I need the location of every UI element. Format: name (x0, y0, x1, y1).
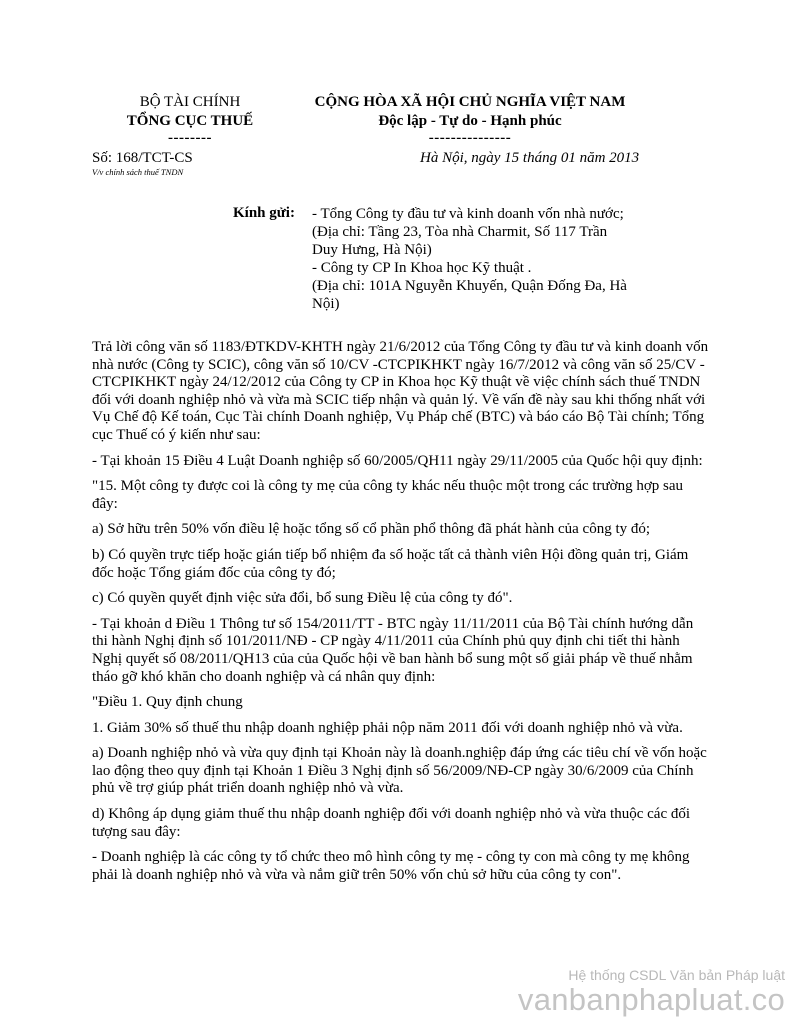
recipients-label: Kính gửi: (233, 205, 295, 221)
recipient-line: - Tổng Công ty đầu tư và kinh doanh vốn nhà nước; (312, 206, 624, 222)
watermark-caption: Hệ thống CSDL Văn bản Pháp luật (568, 967, 785, 983)
right-separator: --------------- (428, 130, 512, 146)
watermark-site-name: vanbanphapluat.co (517, 982, 785, 1017)
country-name: CỘNG HÒA XÃ HỘI CHỦ NGHĨA VIỆT NAM (314, 94, 626, 110)
body-paragraph: "15. Một công ty được coi là công ty mẹ của công ty khác nếu thuộc một trong các trường hợp sau đây: (92, 478, 684, 512)
document-number: Số: 168/TCT-CS (92, 150, 193, 166)
body-paragraph: Trả lời công văn số 1183/ĐTKDV-KHTH ngày 21/6/2012 của Tổng Công ty đầu tư và kinh doanh vốn nhà nước (Công ty SCIC), công văn số 10/CV -CTCPIKHKT ngày 16/7/2012 và công văn số 25/CV - CTCPIKHKT ngày 24/12/2012 của Công ty CP in Khoa học Kỹ thuật về việc chính sách thuế TNDN đối với doanh nghiệp nhỏ và vừa mà SCIC tiếp nhận và quản lý. Về vấn đề này sau khi thống nhất với Vụ Chế độ Kế toán, Cục Tài chính Doanh nghiệp, Vụ Pháp chế (BTC) và báo cáo Bộ Tài chính; Tổng cục Thuế có ý kiến như sau: (92, 339, 709, 443)
body-paragraph: a) Sở hữu trên 50% vốn điều lệ hoặc tổng số cổ phần phổ thông đã phát hành của công ty đó; (92, 521, 651, 538)
body-paragraph: "Điều 1. Quy định chung (92, 694, 243, 711)
recipient-line: Duy Hưng, Hà Nội) (312, 242, 432, 258)
body-paragraph: d) Không áp dụng giảm thuế thu nhập doanh nghiệp đối với doanh nghiệp nhỏ và vừa thuộc các đối tượng sau đây: (92, 806, 691, 840)
document-subject: V/v chính sách thuế TNDN (92, 167, 184, 177)
body-paragraph: - Tại khoản d Điều 1 Thông tư số 154/2011/TT - BTC ngày 11/11/2011 của Bộ Tài chính hướng dẫn thi hành Nghị định số 101/2011/NĐ - CP ngày 4/11/2011 của Chính phủ quy định chi tiết thi hành Nghị quyết số 08/2011/QH13 của của Quốc hội về ban hành bổ sung một số giải pháp về thuế nhằm tháo gỡ khó khăn cho doanh nghiệp và cá nhân quy định: (92, 615, 694, 685)
body-paragraph: 1. Giảm 30% số thuế thu nhập doanh nghiệp phải nộp năm 2011 đối với doanh nghiệp nhỏ và vừa. (92, 719, 683, 736)
place-and-date: Hà Nội, ngày 15 tháng 01 năm 2013 (420, 150, 640, 166)
body-paragraph: b) Có quyền trực tiếp hoặc gián tiếp bổ nhiệm đa số hoặc tất cả thành viên Hội đồng quản trị, Giám đốc hoặc Tổng giám đốc của công ty đó; (92, 546, 689, 581)
recipient-line: Nội) (312, 296, 340, 312)
document-body (92, 339, 712, 892)
left-separator: -------- (168, 130, 212, 146)
recipient-line: (Địa chỉ: Tầng 23, Tòa nhà Charmit, Số 117 Trần (312, 224, 608, 240)
recipient-line: - Công ty CP In Khoa học Kỹ thuật . (312, 260, 532, 276)
national-title-block (275, 93, 665, 145)
body-paragraph: a) Doanh nghiệp nhỏ và vừa quy định tại Khoản này là doanh.nghiệp đáp ứng các tiêu chí về vốn hoặc lao động theo quy định tại Khoản 1 Điều 3 Nghị định số 56/2009/NĐ-CP ngày 30/6/2009 của Chính phủ về trợ giúp phát triển doanh nghiệp nhỏ và vừa. (92, 745, 707, 797)
body-paragraph: - Tại khoản 15 Điều 4 Luật Doanh nghiệp số 60/2005/QH11 ngày 29/11/2005 của Quốc hội quy định: (92, 452, 703, 469)
recipients-list (312, 205, 652, 313)
body-paragraph: - Doanh nghiệp là các công ty tổ chức theo mô hình công ty mẹ - công ty con mà công ty mẹ không phải là doanh nghiệp nhỏ và vừa và nắm giữ trên 50% vốn chủ sở hữu của công ty con". (92, 849, 690, 883)
department-name: TỔNG CỤC THUẾ (126, 113, 254, 129)
recipient-line: (Địa chỉ: 101A Nguyễn Khuyến, Quận Đống Đa, Hà (312, 278, 627, 294)
motto: Độc lập - Tự do - Hạnh phúc (378, 113, 562, 129)
ministry-name: BỘ TÀI CHÍNH (139, 94, 241, 110)
issuing-agency-block (90, 93, 290, 145)
body-paragraph: c) Có quyền quyết định việc sửa đổi, bổ sung Điều lệ của công ty đó". (92, 590, 513, 607)
